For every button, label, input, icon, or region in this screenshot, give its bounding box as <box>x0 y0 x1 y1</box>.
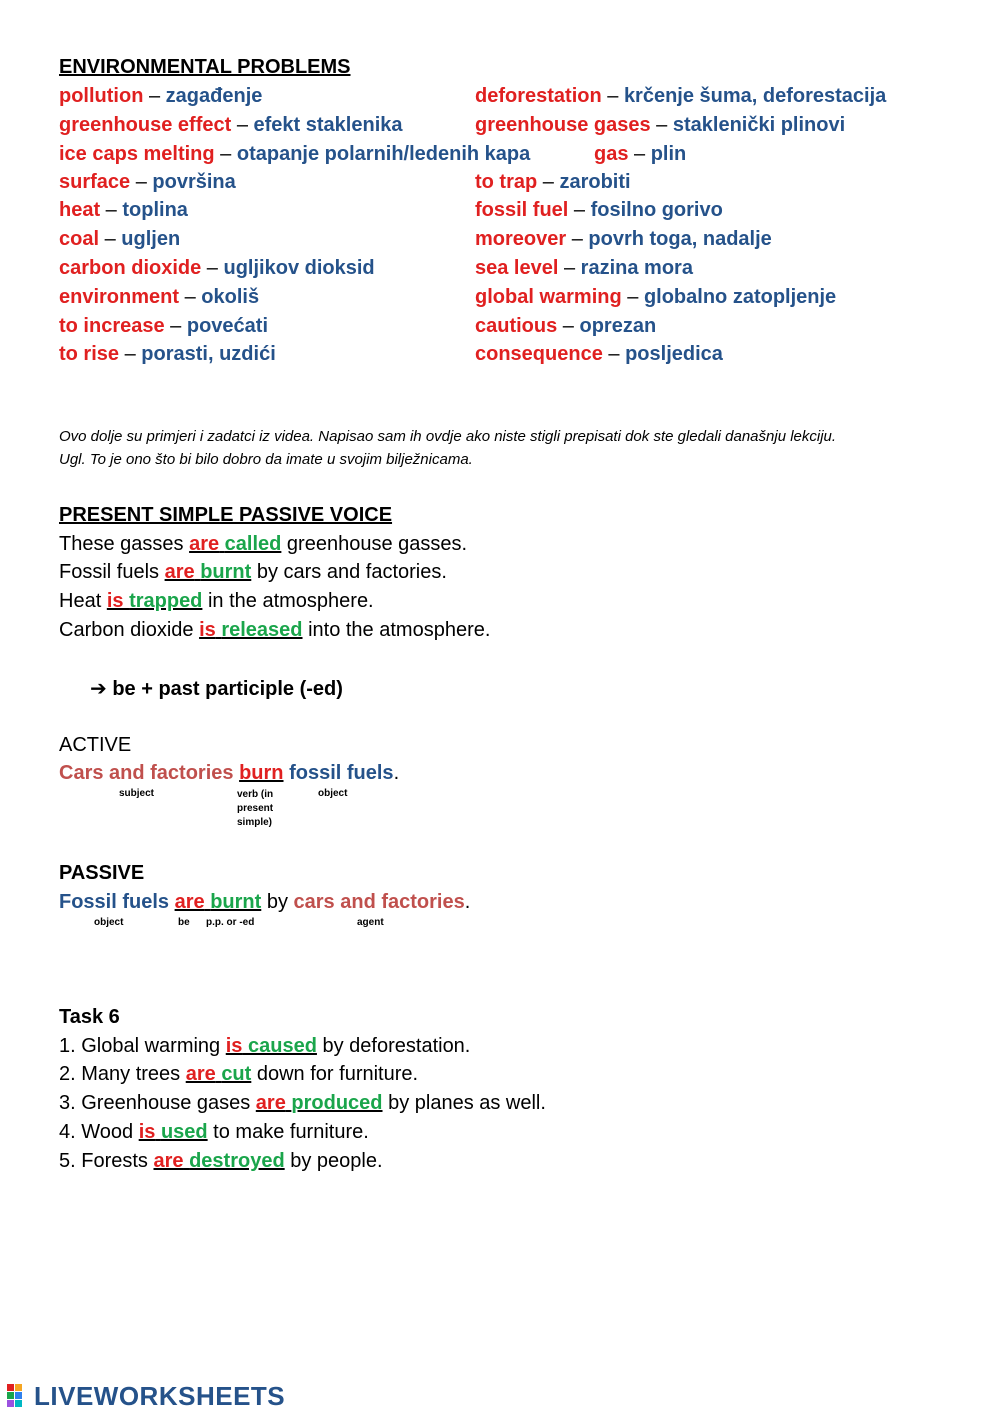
dash: – <box>214 143 237 165</box>
be-verb: is <box>199 619 216 641</box>
vocab-translation: efekt staklenika <box>253 114 403 136</box>
vocab-item <box>475 200 723 220</box>
logo-text: LIVEWORKSHEETS <box>34 1380 286 1411</box>
label-agent: agent <box>357 917 384 928</box>
vocab-translation: zagađenje <box>165 85 263 107</box>
past-participle: trapped <box>129 590 203 612</box>
note-line: Ugl. To je ono što bi bilo dobro da imate u svojim bilježnicama. <box>59 451 473 468</box>
dash: – <box>143 85 166 107</box>
vocab-term: greenhouse effect <box>59 114 232 136</box>
vocab-translation: porasti, uzdići <box>141 343 276 365</box>
vocab-translation: fosilno gorivo <box>590 199 723 221</box>
vocab-item <box>59 287 259 307</box>
verb-phrase <box>107 590 203 612</box>
sentence-text: greenhouse gasses. <box>281 533 468 555</box>
vocab-translation: povećati <box>186 315 269 337</box>
answer-field <box>256 1092 383 1114</box>
vocab-translation: povrh toga, nadalje <box>588 228 772 250</box>
sentence-text: 1. Global warming <box>59 1035 226 1057</box>
vocab-translation: krčenje šuma, deforestacija <box>623 85 887 107</box>
label-verb-line: verb (in <box>237 789 274 800</box>
vocab-item <box>475 229 772 249</box>
dash: – <box>621 286 644 308</box>
vocab-term: to increase <box>59 315 165 337</box>
note-line: Ovo dolje su primjeri i zadatci iz videa. Napisao sam ih ovdje ako niste stigli prepisati dok ste gledali današnju lekciju. <box>59 428 837 445</box>
task-item <box>59 1150 383 1173</box>
label-subject: subject <box>119 788 155 799</box>
vocab-term: fossil fuel <box>475 199 569 221</box>
label-object: object <box>318 788 348 799</box>
vocab-item <box>59 172 236 192</box>
vocab-term: cautious <box>475 315 558 337</box>
vocab-item <box>475 172 631 192</box>
vocab-translation: zarobiti <box>559 171 631 193</box>
be-verb: is <box>106 590 124 612</box>
be-verb: are <box>174 891 205 913</box>
verb-phrase <box>189 533 281 555</box>
example-sentence <box>59 561 447 584</box>
vocab-item <box>475 344 723 364</box>
dash: – <box>537 171 560 193</box>
past-participle: cut <box>221 1063 252 1085</box>
vocab-item <box>59 200 188 220</box>
example-sentence <box>59 590 374 613</box>
sentence-text: by deforestation. <box>316 1035 471 1057</box>
vocab-term: surface <box>59 171 131 193</box>
sentence-text: to make furniture. <box>207 1121 369 1143</box>
dash: – <box>557 315 580 337</box>
example-sentence <box>59 619 490 642</box>
vocab-term: global warming <box>475 286 622 308</box>
vocab-item <box>59 115 403 135</box>
vocab-term: coal <box>59 228 100 250</box>
vocab-item <box>59 344 276 364</box>
dash: – <box>558 257 581 279</box>
vocab-item <box>475 287 836 307</box>
vocab-term: to rise <box>59 343 120 365</box>
rule-text: be + past participle (-ed) <box>112 678 343 700</box>
task-heading: Task 6 <box>59 1006 120 1028</box>
vocab-translation: površina <box>152 171 236 193</box>
verb-phrase <box>165 561 252 583</box>
label-pp: p.p. or -ed <box>206 917 255 928</box>
dash: – <box>602 343 626 365</box>
be-verb: are <box>164 561 195 583</box>
sentence-text: 4. Wood <box>59 1121 139 1143</box>
sentence-text: Heat <box>59 590 107 612</box>
vocab-translation: ugljen <box>121 228 181 250</box>
rule-line <box>90 676 343 701</box>
vocab-item <box>594 144 686 164</box>
dash: – <box>201 257 224 279</box>
section-heading: PRESENT SIMPLE PASSIVE VOICE <box>59 504 393 526</box>
answer-field <box>153 1150 284 1172</box>
be-verb: is <box>138 1121 156 1143</box>
past-participle: burnt <box>200 561 252 583</box>
task-item <box>59 1035 470 1058</box>
vocab-translation: ugljikov dioksid <box>223 257 375 279</box>
vocab-item <box>59 316 268 336</box>
vocab-item <box>475 115 845 135</box>
vocab-term: carbon dioxide <box>59 257 202 279</box>
object: Fossil fuels <box>59 891 170 913</box>
agent: cars and factories <box>293 891 465 913</box>
active-sentence <box>59 762 399 785</box>
sentence-text: Carbon dioxide <box>59 619 200 641</box>
vocab-translation: oprezan <box>579 315 657 337</box>
be-verb: is <box>225 1035 243 1057</box>
arrow-icon: ➔ <box>90 678 107 700</box>
answer-field <box>139 1121 208 1143</box>
sentence-text: 2. Many trees <box>59 1063 186 1085</box>
dash: – <box>601 85 624 107</box>
sentence-text: by planes as well. <box>382 1092 546 1114</box>
past-participle: released <box>221 619 303 641</box>
sentence-text: 5. Forests <box>59 1150 154 1172</box>
be-verb: are <box>255 1092 286 1114</box>
dash: – <box>566 228 589 250</box>
past-participle: used <box>160 1121 208 1143</box>
vocab-term: ice caps melting <box>59 143 215 165</box>
dash: – <box>164 315 187 337</box>
sentence-text: in the atmosphere. <box>202 590 374 612</box>
sentence-text: down for furniture. <box>251 1063 419 1085</box>
answer-field <box>226 1035 317 1057</box>
be-verb: are <box>153 1150 184 1172</box>
label-verb <box>237 788 273 830</box>
vocab-translation: plin <box>650 143 687 165</box>
vocab-item <box>475 258 693 278</box>
label-be: be <box>178 917 190 928</box>
vocab-term: deforestation <box>475 85 602 107</box>
vocab-translation: razina mora <box>580 257 693 279</box>
verb-phrase <box>175 891 262 913</box>
dash: – <box>130 171 153 193</box>
label-verb-line: present <box>237 803 274 814</box>
vocab-term: pollution <box>59 85 144 107</box>
example-sentence <box>59 533 467 556</box>
object: fossil fuels <box>289 762 394 784</box>
past-participle: burnt <box>210 891 262 913</box>
label-object: object <box>94 917 124 928</box>
label-verb-line: simple) <box>237 817 273 828</box>
vocab-translation: okoliš <box>201 286 260 308</box>
sentence-end: . <box>393 762 400 784</box>
liveworksheets-logo[interactable] <box>6 1381 285 1411</box>
vocab-item <box>59 229 180 249</box>
vocab-translation: posljedica <box>625 343 723 365</box>
vocab-item <box>59 86 262 106</box>
vocab-item <box>475 86 886 106</box>
task-item <box>59 1121 369 1144</box>
answer-field <box>186 1063 252 1085</box>
dash: – <box>99 228 122 250</box>
page-title: ENVIRONMENTAL PROBLEMS <box>59 56 351 78</box>
past-participle: caused <box>248 1035 317 1057</box>
dash: – <box>179 286 202 308</box>
vocab-item <box>59 258 375 278</box>
vocab-term: heat <box>59 199 101 221</box>
vocab-term: to trap <box>475 171 538 193</box>
sentence-end: . <box>464 891 471 913</box>
dash: – <box>568 199 591 221</box>
vocab-translation: toplina <box>122 199 188 221</box>
blocks-icon <box>6 1383 32 1409</box>
passive-label: PASSIVE <box>59 862 145 884</box>
vocab-term: sea level <box>475 257 559 279</box>
vocab-term: gas <box>594 143 629 165</box>
past-participle: called <box>224 533 282 555</box>
verb: burn <box>239 762 284 784</box>
task-item <box>59 1063 418 1086</box>
active-label: ACTIVE <box>59 734 132 756</box>
past-participle: destroyed <box>189 1150 285 1172</box>
vocab-translation: otapanje polarnih/ledenih kapa <box>236 143 531 165</box>
sentence-text: by cars and factories. <box>251 561 447 583</box>
vocab-translation: staklenički plinovi <box>672 114 846 136</box>
dash: – <box>119 343 142 365</box>
vocab-item <box>475 316 656 336</box>
vocab-item <box>59 144 530 164</box>
be-verb: are <box>189 533 220 555</box>
sentence-text: Fossil fuels <box>59 561 165 583</box>
past-participle: produced <box>291 1092 383 1114</box>
sentence-text: These gasses <box>59 533 190 555</box>
be-verb: are <box>185 1063 216 1085</box>
vocab-term: consequence <box>475 343 603 365</box>
verb-phrase <box>199 619 302 641</box>
dash: – <box>628 143 651 165</box>
sentence-text: 3. Greenhouse gases <box>59 1092 256 1114</box>
dash: – <box>231 114 254 136</box>
task-item <box>59 1092 546 1115</box>
vocab-term: moreover <box>475 228 567 250</box>
passive-sentence <box>59 891 470 914</box>
sentence-text: by people. <box>284 1150 383 1172</box>
vocab-term: environment <box>59 286 180 308</box>
subject: Cars and factories <box>59 762 234 784</box>
vocab-term: greenhouse gases <box>475 114 651 136</box>
dash: – <box>100 199 123 221</box>
dash: – <box>650 114 673 136</box>
sentence-text: into the atmosphere. <box>302 619 491 641</box>
vocab-translation: globalno zatopljenje <box>643 286 837 308</box>
by-word: by <box>261 891 294 913</box>
